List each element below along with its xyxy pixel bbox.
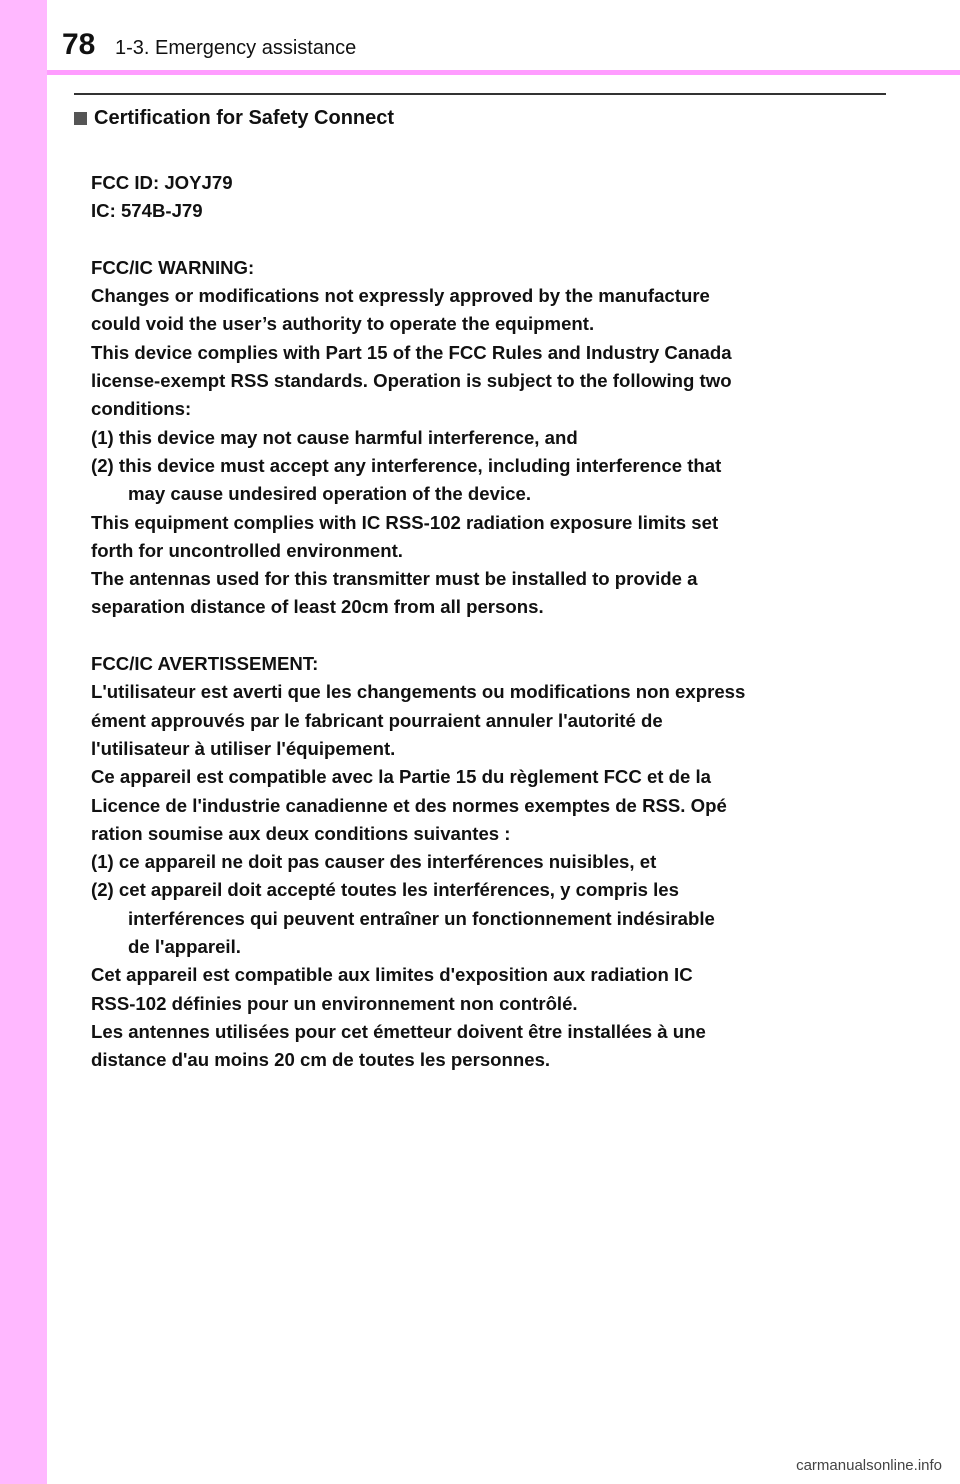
square-bullet-icon (74, 112, 87, 125)
text-line: may cause undesired operation of the device. (128, 483, 531, 505)
text-line: (1) ce appareil ne doit pas causer des interférences nuisibles, et (91, 851, 657, 873)
text-line: (2) cet appareil doit accepté toutes les interférences, y compris les (91, 879, 679, 901)
text-line: separation distance of least 20cm from all persons. (91, 596, 544, 618)
chapter-title: 1-3. Emergency assistance (115, 37, 357, 59)
text-line: The antennas used for this transmitter must be installed to provide a (91, 568, 698, 590)
text-line: de l'appareil. (128, 936, 241, 958)
text-line: could void the user’s authority to operate the equipment. (91, 313, 595, 335)
text-line: distance d'au moins 20 cm de toutes les personnes. (91, 1049, 551, 1071)
text-line: (1) this device may not cause harmful interference, and (91, 426, 578, 448)
text-line: Cet appareil est compatible aux limites d'exposition aux radiation IC (91, 964, 693, 986)
text-line: interférences qui peuvent entraîner un fonctionnement indésirable (128, 907, 715, 929)
text-line: This equipment complies with IC RSS-102 radiation exposure limits set (91, 511, 719, 533)
text-line: forth for uncontrolled environment. (91, 539, 403, 561)
text-line: license-exempt RSS standards. Operation is subject to the following two (91, 370, 732, 392)
text-line: RSS-102 définies pour un environnement non contrôlé. (91, 992, 578, 1014)
text-line: ration soumise aux deux conditions suivantes : (91, 822, 511, 844)
page-header (47, 0, 960, 68)
text-line: l'utilisateur à utiliser l'équipement. (91, 737, 396, 759)
text-line: Licence de l'industrie canadienne et des normes exemptes de RSS. Opé (91, 794, 727, 816)
text-line: ément approuvés par le fabricant pourraient annuler l'autorité de (91, 709, 663, 731)
text-line: IC: 574B-J79 (91, 200, 203, 222)
text-line: (2) this device must accept any interference, including interference that (91, 454, 722, 476)
certification-text-block (91, 169, 851, 1075)
text-line: FCC ID: JOYJ79 (91, 172, 233, 193)
section-divider (74, 93, 886, 95)
section-title: Certification for Safety Connect (94, 107, 395, 129)
text-line: Les antennes utilisées pour cet émetteur doivent être installées à une (91, 1020, 706, 1042)
section-heading (74, 107, 394, 130)
text-line: FCC/IC WARNING: (91, 256, 255, 278)
text-line: FCC/IC AVERTISSEMENT: (91, 653, 319, 675)
text-line: conditions: (91, 398, 192, 420)
header-rule (47, 70, 960, 75)
blank-line (91, 622, 851, 650)
page-number: 78 (62, 28, 96, 61)
text-line: L'utilisateur est averti que les changements ou modifications non express (91, 681, 746, 703)
left-margin-band (0, 0, 47, 1484)
blank-line (91, 226, 851, 254)
text-line: This device complies with Part 15 of the FCC Rules and Industry Canada (91, 341, 732, 363)
text-line: Changes or modifications not expressly approved by the manufacture (91, 285, 710, 307)
text-line: Ce appareil est compatible avec la Partie 15 du règlement FCC et de la (91, 766, 712, 788)
footer-watermark: carmanualsonline.info (796, 1457, 942, 1474)
